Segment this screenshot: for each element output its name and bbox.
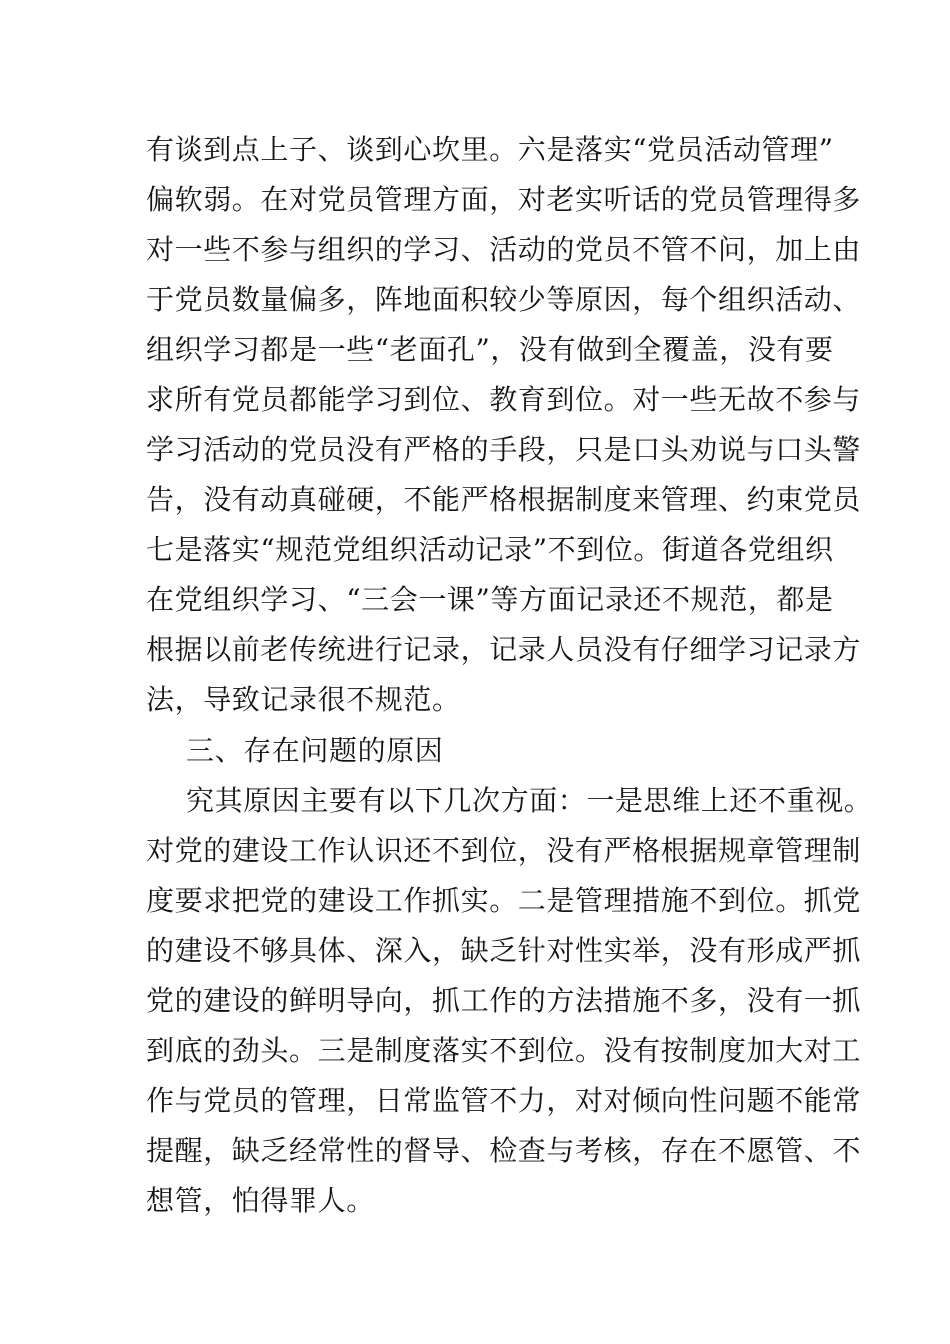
text-line: 学习活动的党员没有严格的手段，只是口头劝说与口头警 <box>146 433 862 466</box>
text-line: 对一些不参与组织的学习、活动的党员不管不问，加上由 <box>146 233 862 266</box>
text-line: 的建设不够具体、深入，缺乏针对性实举，没有形成严抓 <box>146 934 862 967</box>
text-line: 作与党员的管理，日常监管不力，对对倾向性问题不能常 <box>146 1084 862 1117</box>
text-line: 想管，怕得罪人。 <box>146 1184 375 1217</box>
text-line: 度要求把党的建设工作抓实。二是管理措施不到位。抓党 <box>146 884 862 917</box>
text-line: 在党组织学习、“三会一课”等方面记录还不规范，都是 <box>146 583 834 616</box>
text-line: 党的建设的鲜明导向，抓工作的方法措施不多，没有一抓 <box>146 984 862 1017</box>
text-line: 求所有党员都能学习到位、教育到位。对一些无故不参与 <box>146 383 862 416</box>
section-heading: 三、存在问题的原因 <box>186 734 444 767</box>
text-line: 七是落实“规范党组织活动记录”不到位。街道各党组织 <box>146 533 834 566</box>
text-line: 根据以前老传统进行记录，记录人员没有仔细学习记录方 <box>146 633 862 666</box>
text-line: 法，导致记录很不规范。 <box>146 683 461 716</box>
text-line: 到底的劲头。三是制度落实不到位。没有按制度加大对工 <box>146 1034 862 1067</box>
text-line: 组织学习都是一些“老面孔”，没有做到全覆盖，没有要 <box>146 333 834 366</box>
text-line: 于党员数量偏多，阵地面积较少等原因，每个组织活动、 <box>146 283 862 316</box>
text-line: 有谈到点上子、谈到心坎里。六是落实“党员活动管理” <box>146 133 834 166</box>
text-line: 究其原因主要有以下几次方面：一是思维上还不重视。 <box>186 784 873 817</box>
text-line: 告，没有动真碰硬，不能严格根据制度来管理、约束党员 <box>146 483 862 516</box>
text-line: 提醒，缺乏经常性的督导、检查与考核，存在不愿管、不 <box>146 1134 862 1167</box>
text-line: 对党的建设工作认识还不到位，没有严格根据规章管理制 <box>146 834 862 867</box>
text-line: 偏软弱。在对党员管理方面，对老实听话的党员管理得多 <box>146 183 862 216</box>
